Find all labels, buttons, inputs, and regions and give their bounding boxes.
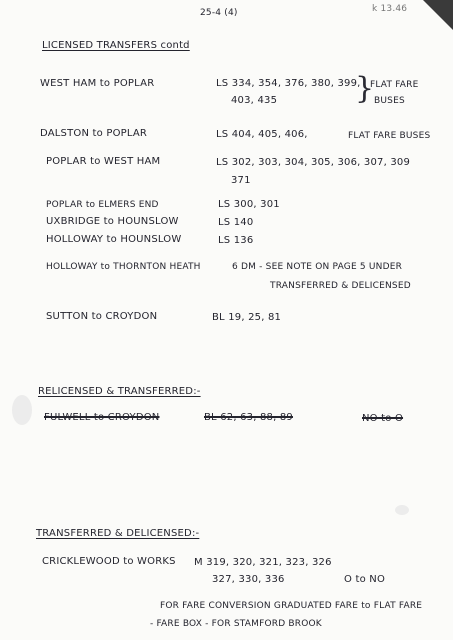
footnote-fare-conversion: FOR FARE CONVERSION GRADUATED FARE to FLAT FARE [160, 601, 423, 611]
corner-note: k 13.46 [372, 4, 408, 14]
page-reference: 25-4 (4) [200, 8, 238, 18]
fleet-holloway-thornton-heath: 6 DM - SEE NOTE ON PAGE 5 UNDER [232, 262, 403, 272]
heading-licensed-transfers: LICENSED TRANSFERS contd [42, 40, 190, 51]
route-uxbridge-hounslow: UXBRIDGE to HOUNSLOW [46, 216, 179, 227]
fleet-cricklewood-works: M 319, 320, 321, 323, 326 [194, 557, 332, 568]
page-corner-fold [423, 0, 453, 30]
fleet-holloway-thornton-heath-cont: TRANSFERRED & DELICENSED [270, 281, 411, 291]
heading-transferred-delicensed: TRANSFERRED & DELICENSED:- [36, 528, 200, 539]
route-poplar-west-ham: POPLAR to WEST HAM [46, 156, 161, 167]
fleet-poplar-west-ham: LS 302, 303, 304, 305, 306, 307, 309 [216, 157, 411, 168]
fleet-cricklewood-works-cont: 327, 330, 336 [212, 574, 285, 585]
footnote-fare-box: - FARE BOX - FOR STAMFORD BROOK [150, 619, 322, 629]
fleet-west-ham-poplar: LS 334, 354, 376, 380, 399, [216, 78, 361, 89]
route-holloway-hounslow: HOLLOWAY to HOUNSLOW [46, 234, 182, 245]
scan-shadow [12, 395, 32, 425]
route-west-ham-poplar: WEST HAM to POPLAR [40, 78, 155, 89]
note-flat-fare-buses: FLAT FARE BUSES [348, 131, 431, 141]
fleet-poplar-elmers-end: LS 300, 301 [218, 199, 280, 210]
fleet-sutton-croydon: BL 19, 25, 81 [212, 312, 282, 323]
heading-relicensed-transferred: RELICENSED & TRANSFERRED:- [38, 386, 201, 397]
note-cricklewood-works: O to NO [344, 574, 386, 585]
route-poplar-elmers-end: POPLAR to ELMERS END [46, 200, 159, 210]
fleet-holloway-hounslow: LS 136 [218, 235, 254, 246]
route-cricklewood-works: CRICKLEWOOD to WORKS [42, 556, 176, 567]
route-sutton-croydon: SUTTON to CROYDON [46, 311, 158, 322]
brace-mark: } [355, 71, 375, 106]
fleet-uxbridge-hounslow: LS 140 [218, 217, 254, 228]
note-flat-fare: FLAT FARE [370, 80, 419, 90]
fleet-dalston-poplar: LS 404, 405, 406, [216, 129, 308, 140]
note-buses: BUSES [374, 96, 405, 106]
route-fulwell-croydon: FULWELL to CROYDON [44, 412, 160, 423]
note-fulwell-croydon: NO to O [362, 413, 404, 424]
route-dalston-poplar: DALSTON to POPLAR [40, 128, 148, 139]
fleet-poplar-west-ham-cont: 371 [231, 175, 251, 186]
ink-smudge [395, 505, 409, 515]
route-holloway-thornton-heath: HOLLOWAY to THORNTON HEATH [46, 262, 201, 272]
fleet-west-ham-poplar-cont: 403, 435 [231, 95, 278, 106]
fleet-fulwell-croydon: BL 62, 63, 88, 89 [204, 412, 293, 423]
